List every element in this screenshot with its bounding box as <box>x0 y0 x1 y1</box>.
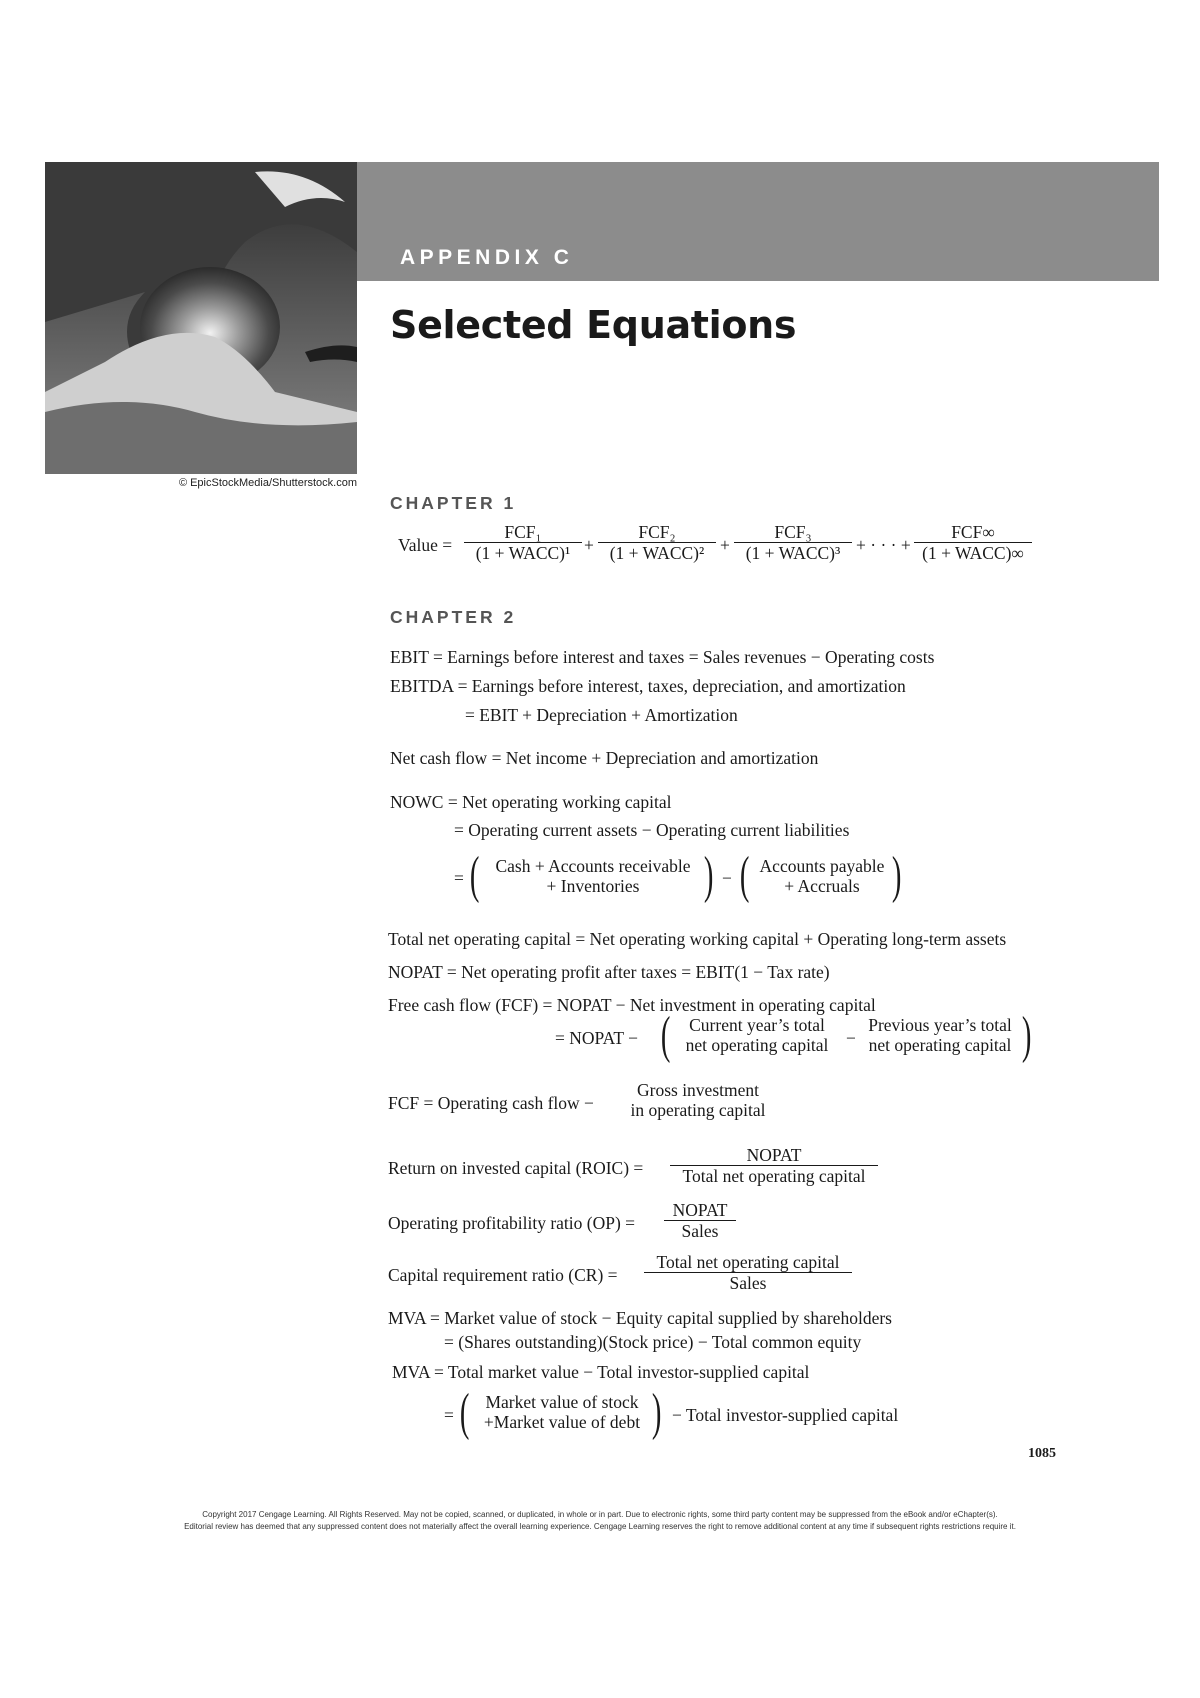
fcf-alt-label: FCF = Operating cash flow − <box>388 1093 594 1113</box>
term-1-numerator: FCF₁ <box>464 522 582 543</box>
appendix-label: APPENDIX C <box>400 246 574 269</box>
cr-fraction <box>644 1252 852 1293</box>
plus-sign: + <box>720 535 730 555</box>
left-paren: ( <box>459 1384 470 1441</box>
copyright-notice-1: Copyright 2017 Cengage Learning. All Rights Reserved. May not be copied, scanned, or duplicated, in whole or in part. Due to electronic rights, some third party content may be suppressed from the eBook and/or eChapter(s). <box>202 1510 998 1519</box>
ebitda-equation-2: = EBIT + Depreciation + Amortization <box>465 705 738 725</box>
mva-equation-3: MVA = Total market value − Total investor-supplied capital <box>392 1362 810 1382</box>
mva-market-line-2: +Market value of debt <box>483 1412 641 1433</box>
value-term-infinity <box>914 522 1032 563</box>
left-paren: ( <box>469 847 480 904</box>
fcf-alt-group <box>618 1080 778 1120</box>
nowc-equation-2: = Operating current assets − Operating current liabilities <box>454 820 850 840</box>
op-denominator: Sales <box>681 1221 719 1242</box>
left-paren: ( <box>660 1007 671 1064</box>
right-paren: ) <box>1021 1007 1032 1064</box>
value-term-2 <box>598 522 716 563</box>
op-label: Operating profitability ratio (OP) = <box>388 1213 636 1233</box>
nopat-equation: NOPAT = Net operating profit after taxes = EBIT(1 − Tax rate) <box>388 962 830 982</box>
roic-denominator: Total net operating capital <box>682 1166 866 1187</box>
mva-equation-2: = (Shares outstanding)(Stock price) − Total common equity <box>444 1332 862 1352</box>
value-term-1 <box>464 522 582 563</box>
wave-image <box>45 162 357 474</box>
wave-photo <box>45 162 357 474</box>
mva-tail: − Total investor-supplied capital <box>672 1405 899 1425</box>
fcf-current-line-2: net operating capital <box>685 1035 829 1056</box>
fcf-previous-line-2: net operating capital <box>868 1035 1012 1056</box>
op-numerator: NOPAT <box>664 1200 736 1221</box>
nowc-assets-line-1: Cash + Accounts receivable <box>495 856 691 876</box>
mva-equation: MVA = Market value of stock − Equity capital supplied by shareholders <box>388 1308 892 1328</box>
fcf-equation: Free cash flow (FCF) = NOPAT − Net investment in operating capital <box>388 995 876 1015</box>
mva-market-line-1: Market value of stock <box>485 1392 639 1412</box>
term-3-denominator: (1 + WACC)³ <box>745 543 841 564</box>
page-number: 1085 <box>1028 1446 1056 1461</box>
nowc-assets-line-2: + Inventories <box>546 876 640 897</box>
fcf-alt-line-1: Gross investment <box>636 1080 759 1100</box>
value-term-3 <box>734 522 852 563</box>
mva-market-group <box>472 1392 652 1432</box>
term-2-numerator: FCF₂ <box>598 522 716 543</box>
term-2-denominator: (1 + WACC)² <box>609 543 705 564</box>
fcf-previous-line-1: Previous year’s total <box>868 1015 1012 1035</box>
nowc-equation: NOWC = Net operating working capital <box>390 792 672 812</box>
copyright-notice-2: Editorial review has deemed that any suppressed content does not materially affect the overall learning experience. Cengage Learning reserves the right to remove additional content at any time if subsequent rights restrictions require it. <box>184 1522 1016 1531</box>
roic-fraction <box>670 1145 878 1186</box>
minus-sign: − <box>722 868 732 888</box>
series-ellipsis: + · · · + <box>856 535 911 555</box>
roic-label: Return on invested capital (ROIC) = <box>388 1158 644 1178</box>
equals-sign: = <box>444 1405 454 1425</box>
term-1-denominator: (1 + WACC)¹ <box>475 543 571 564</box>
left-paren: ( <box>739 847 750 904</box>
ebitda-equation: EBITDA = Earnings before interest, taxes, depreciation, and amortization <box>390 676 906 696</box>
term-inf-numerator: FCF∞ <box>914 522 1032 543</box>
nowc-liabilities-line-2: + Accruals <box>784 876 860 897</box>
op-fraction <box>664 1200 736 1241</box>
cr-denominator: Sales <box>729 1273 767 1294</box>
minus-sign: − <box>846 1028 856 1048</box>
photo-credit: © EpicStockMedia/Shutterstock.com <box>178 477 357 489</box>
nowc-assets-group <box>482 856 704 896</box>
chapter-2-heading: CHAPTER 2 <box>390 607 517 627</box>
term-3-numerator: FCF₃ <box>734 522 852 543</box>
equals-sign: = <box>454 868 464 888</box>
term-inf-denominator: (1 + WACC)∞ <box>922 543 1024 564</box>
cr-numerator: Total net operating capital <box>644 1252 852 1273</box>
fcf-current-group <box>672 1015 842 1055</box>
plus-sign: + <box>584 535 594 555</box>
right-paren: ) <box>703 847 714 904</box>
total-net-operating-capital-equation: Total net operating capital = Net operating working capital + Operating long-term assets <box>388 929 1007 949</box>
fcf-equation-2: = NOPAT − <box>555 1028 638 1048</box>
fcf-previous-group <box>860 1015 1020 1055</box>
page-title: Selected Equations <box>390 303 797 347</box>
right-paren: ) <box>891 847 902 904</box>
nowc-liabilities-group <box>752 856 892 896</box>
net-cash-flow-equation: Net cash flow = Net income + Depreciation and amortization <box>390 748 819 768</box>
right-paren: ) <box>651 1384 662 1441</box>
roic-numerator: NOPAT <box>670 1145 878 1166</box>
value-label: Value = <box>398 535 453 555</box>
nowc-liabilities-line-1: Accounts payable <box>759 856 885 876</box>
fcf-alt-line-2: in operating capital <box>630 1100 766 1121</box>
cr-label: Capital requirement ratio (CR) = <box>388 1265 618 1285</box>
chapter-1-heading: CHAPTER 1 <box>390 493 517 513</box>
fcf-current-line-1: Current year’s total <box>689 1015 825 1035</box>
ebit-equation: EBIT = Earnings before interest and taxes = Sales revenues − Operating costs <box>390 647 935 667</box>
